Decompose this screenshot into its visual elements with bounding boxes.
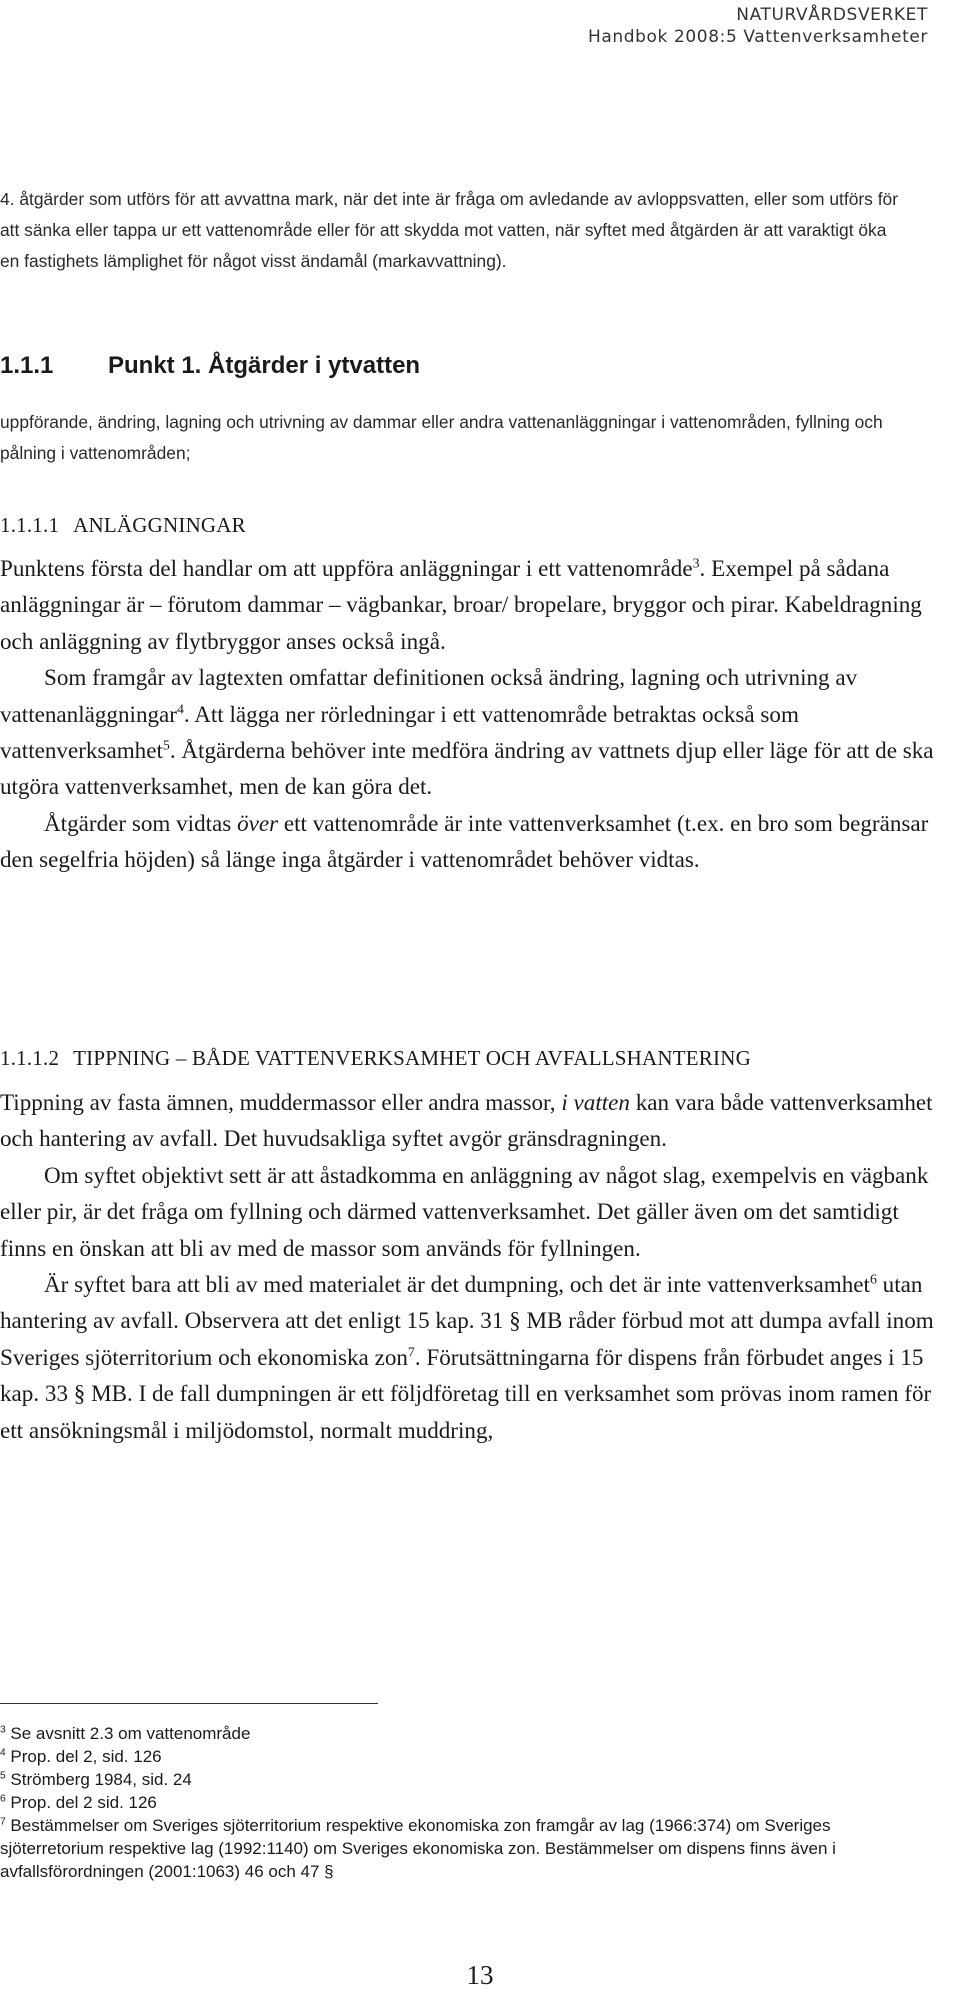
footnote: $^4$ Prop. del 2, sid. 126 xyxy=(0,1747,162,1766)
footnote: $^5$ Strömberg 1984, sid. 24 xyxy=(0,1770,192,1789)
header-subtitle: Handbok 2008:5 Vattenverksamheter xyxy=(587,27,928,47)
footnote-ref: 6 xyxy=(869,1271,877,1287)
subsection-heading-tippning xyxy=(0,1046,751,1071)
anlaggningar-body xyxy=(0,550,946,878)
subsection-number: 1.1.1.2 xyxy=(0,1046,60,1070)
footnote-ref: 3 xyxy=(692,555,700,571)
subsection-heading-anlaggningar xyxy=(0,513,246,538)
page-number: 13 xyxy=(466,1960,494,1990)
paragraph: Om syftet objektivt sett är att åstadkomma en anläggning av något slag, exempelvis en vägbank eller pir, är det fråga om fyllning och därmed vattenverksamhet. Det gäller även om det samtidigt finns en önskan att bli av med de massor som används för fyllningen. xyxy=(0,1161,929,1261)
subsection-title: ANLÄGGNINGAR xyxy=(73,513,246,537)
paragraph: Åtgärder som vidtas över ett vattenområde är inte vattenverksamhet (t.ex. en bro som begränsar den segelfria höjden) så länge inga åtgärder i vattenområdet behöver vidtas. xyxy=(0,809,929,873)
footnote: $^3$ Se avsnitt 2.3 om vattenområde xyxy=(0,1724,251,1743)
tippning-body xyxy=(0,1084,946,1448)
footnote-ref: 4 xyxy=(176,700,184,716)
header-org: NATURVÅRDSVERKET xyxy=(736,5,928,25)
footnotes xyxy=(0,1722,930,1883)
law-quote: uppförande, ändring, lagning och utrivning av dammar eller andra vattenanläggningar i vattenområden, fyllning och pålning i vattenområden; xyxy=(0,412,883,463)
item-4-paragraph: 4. åtgärder som utförs för att avvattna mark, när det inte är fråga om avledande av avloppsvatten, eller som utförs för att sänka eller tappa ur ett vattenområde eller för att skydda mot vatten, när syftet med åtgärden är att varaktigt öka en fastighets lämplighet för något visst ändamål (markavvattning). xyxy=(0,189,898,271)
footnote: $^7$ Bestämmelser om Sveriges sjöterritorium respektive ekonomiska zon framgår av lag (1966:374) om Sveriges sjöterretorium respektive lag (1992:1140) om Sveriges ekonomiska zon. Bestämmelser om dispens finns även i avfallsförordningen (2001:1063) 46 och 47 § xyxy=(0,1816,836,1881)
subsection-title: TIPPNING – BÅDE VATTENVERKSAMHET OCH AVFALLSHANTERING xyxy=(73,1046,751,1070)
footnote-ref: 5 xyxy=(162,737,170,753)
paragraph: Punktens första del handlar om att uppföra anläggningar i ett vattenområde$^3$. Exempel på sådana anläggningar är – förutom dammar – vägbankar, broar/ bropelare, bryggor och pirar. Kabeldragning och anläggning av flytbryggor anses också ingå. xyxy=(0,555,922,654)
subsection-number: 1.1.1.1 xyxy=(0,513,60,537)
section-number: 1.1.1 xyxy=(0,352,54,379)
section-heading-1-1-1 xyxy=(0,352,420,380)
section-title: Punkt 1. Åtgärder i ytvatten xyxy=(108,352,421,379)
footnote: $^6$ Prop. del 2 sid. 126 xyxy=(0,1793,157,1812)
footnote-ref: 7 xyxy=(407,1344,415,1360)
footnote-divider xyxy=(0,1703,378,1704)
page-header xyxy=(588,4,928,48)
paragraph: Är syftet bara att bli av med materialet är det dumpning, och det är inte vattenverksamhet$^6$ utan hantering av avfall. Observera att det enligt 15 kap. 31 § MB råder förbud mot att dumpa avfall inom Sveriges sjöterritorium och ekonomiska zon$^7$. Förutsättningarna för dispens från förbudet anges i 15 kap. 33 § MB. I de fall dumpningen är ett följdföretag till en verksamhet som prövas inom ramen för ett ansökningsmål i miljödomstol, normalt muddring, xyxy=(0,1271,934,1443)
paragraph: Som framgår av lagtexten omfattar definitionen också ändring, lagning och utrivning av vattenanläggningar$^4$. Att lägga ner rörledningar i ett vattenområde betraktas också som vattenverksamhet$^5$. Åtgärderna behöver inte medföra ändring av vattnets djup eller läge för att de ska utgöra vattenverksamhet, men de kan göra det. xyxy=(0,664,934,800)
paragraph: Tippning av fasta ämnen, muddermassor eller andra massor, i vatten kan vara både vattenverksamhet och hantering av avfall. Det huvudsakliga syftet avgör gränsdragningen. xyxy=(0,1089,933,1152)
